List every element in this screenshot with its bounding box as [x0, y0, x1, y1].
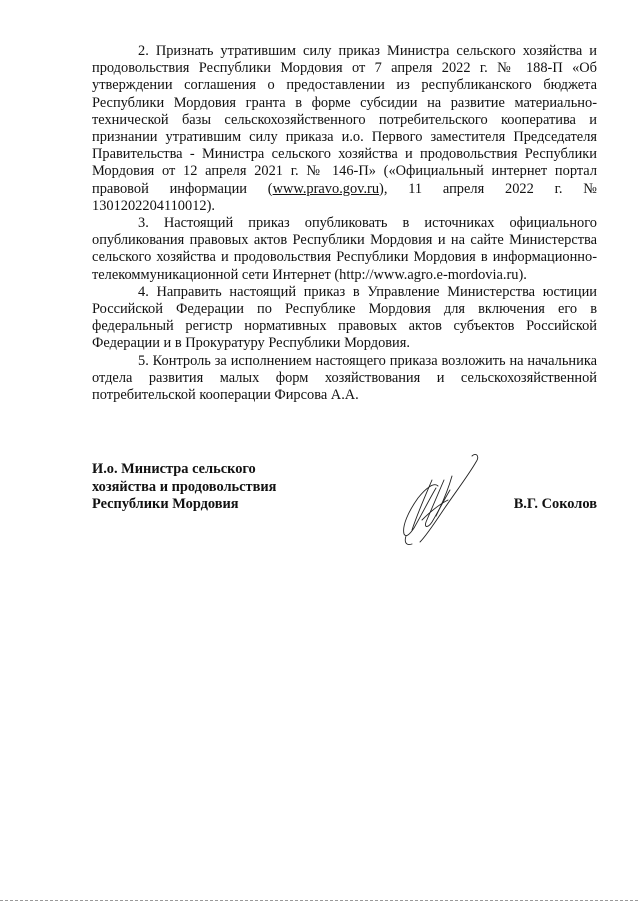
paragraph-text: 3. Настоящий приказ опубликовать в источниках официального опубликования правовых актов Республики Мордовия и на сайте Министерства сельского хозяйства и продовольствия Республики Мордовия в информационно-телекоммуникационной сети Интернет (http://www.agro.e-mordovia.ru). [92, 215, 597, 283]
paragraph-text: 2. Признать утратившим силу приказ Министра сельского хозяйства и продовольствия Республики Мордовия от 7 апреля 2022 г. № 188-П «Об утверждении соглашения о предоставлении из республиканского бюджета Республики Мордовия гранта в форме субсидии на развитие материально-технической базы сельскохозяйственного потребительского кооператива и признании утратившим силу приказа и.о. Первого заместителя Председателя Правительства - Министра сельского хозяйства и продовольствия Республики Мордовия от 12 апреля 2021 г. № 146-П» («Официальный интернет портал правовой информации ( [92, 43, 597, 197]
paragraph-2 [92, 43, 597, 215]
document-body [92, 43, 597, 404]
paragraph-text: ), 11 апреля 2022 г. № 1301202204110012). [92, 180, 598, 214]
paragraph-4 [92, 284, 597, 353]
handwritten-signature [392, 450, 502, 550]
signatory-title [92, 461, 392, 514]
pravo-gov-link[interactable]: www.pravo.gov.ru [272, 180, 380, 197]
signatory-title-line: И.о. Министра сельского [92, 461, 256, 477]
scan-edge-divider [0, 900, 640, 901]
signatory-title-line: хозяйства и продовольствия [92, 478, 277, 495]
signer-name: В.Г. Соколов [513, 496, 597, 512]
paragraph-text: 4. Направить настоящий приказ в Управление Министерства юстиции Российской Федерации по Республике Мордовия для включения его в федеральный регистр нормативных правовых актов субъектов Российской Федерации и в Прокуратуру Республики Мордовия. [92, 283, 597, 352]
paragraph-3 [92, 215, 597, 284]
signatory-title-line: Республики Мордовия [92, 496, 239, 512]
paragraph-5 [92, 353, 597, 405]
paragraph-text: 5. Контроль за исполнением настоящего приказа возложить на начальника отдела развития малых форм хозяйствования и сельскохозяйственной потребительской кооперации Фирсова А.А. [92, 352, 597, 404]
